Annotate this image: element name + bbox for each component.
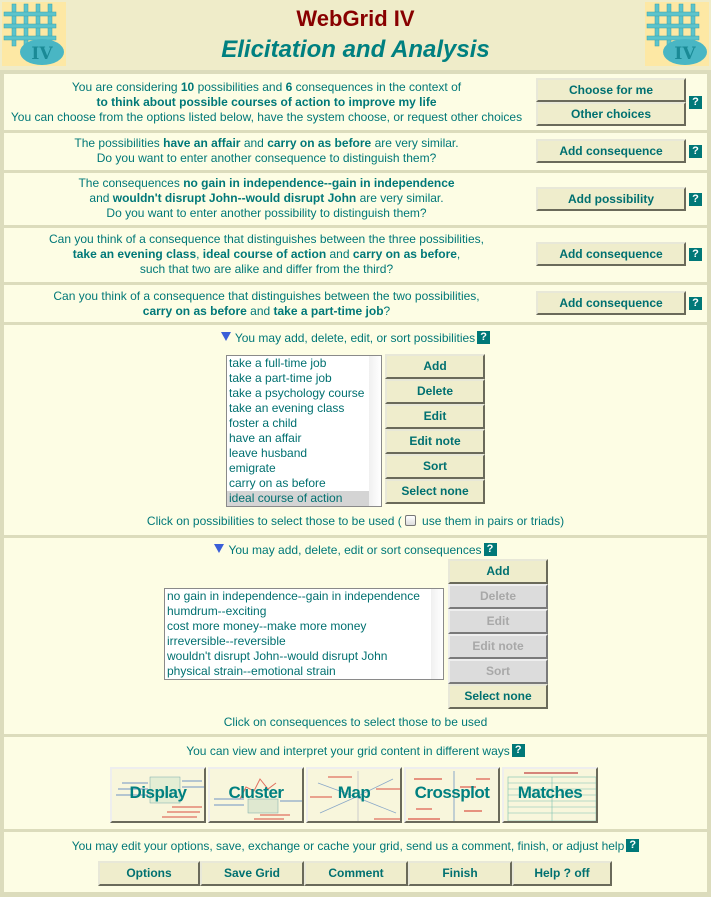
possibility-item[interactable]: foster a child (229, 416, 298, 430)
sort-possibilities-button[interactable]: Sort (385, 454, 485, 479)
collapse-triangle-icon[interactable] (221, 332, 231, 341)
heading-text: You may edit your options, save, exchange or cache your grid, send us a comment, finish, or adjust help (71, 839, 625, 853)
similar-possibilities-panel (4, 133, 707, 170)
possibility-item[interactable]: take a part-time job (229, 371, 332, 385)
context-text: You are considering (71, 80, 181, 94)
message-text: are very similar. (371, 136, 459, 150)
possibilities-listbox[interactable] (226, 355, 382, 507)
consequence-name: wouldn't disrupt John--would disrupt John (112, 191, 357, 205)
delete-possibility-button[interactable]: Delete (385, 379, 485, 404)
consequences-heading (4, 543, 707, 557)
finish-button[interactable]: Finish (408, 861, 512, 886)
add-consequence-button[interactable]: Add (448, 559, 548, 584)
consequences-listbox[interactable] (164, 588, 444, 680)
triad-message (4, 232, 529, 277)
edit-consequence-button[interactable]: Edit (448, 609, 548, 634)
header (0, 0, 711, 70)
possibility-item[interactable]: take a psychology course (229, 386, 365, 400)
context-text: possibilities and (194, 80, 286, 94)
message-text: ? (383, 304, 391, 318)
message-text: Do you want to enter another possibility to distinguish them? (106, 206, 427, 220)
heading-text: You may add, delete, edit, or sort possibilities (234, 331, 476, 345)
pairs-triads-checkbox[interactable] (405, 515, 416, 526)
listbox-scrollbar[interactable] (431, 589, 443, 679)
edit-note-possibility-button[interactable]: Edit note (385, 429, 485, 454)
consequence-item[interactable]: no gain in independence--gain in independence (167, 589, 420, 603)
context-text: consequences in the context of (292, 80, 462, 94)
possibility-name: have an affair (163, 136, 241, 150)
help-icon[interactable]: ? (689, 297, 702, 310)
possibility-item[interactable]: emigrate (229, 461, 276, 475)
message-text: and (89, 191, 113, 205)
add-possibility-button[interactable]: Add possibility (536, 187, 686, 211)
message-text: , (456, 247, 461, 261)
context-instructions: You can choose from the options listed below, have the system choose, or request other choices (10, 110, 523, 124)
pair-message (4, 289, 529, 319)
message-text: and (240, 136, 268, 150)
views-heading (4, 744, 707, 758)
similar-possibilities-message (4, 136, 529, 166)
edit-possibility-button[interactable]: Edit (385, 404, 485, 429)
app-subtitle: Elicitation and Analysis (221, 36, 490, 63)
display-view-button[interactable] (110, 767, 206, 823)
help-icon[interactable]: ? (484, 543, 497, 556)
message-text: The consequences (78, 176, 184, 190)
context-panel (4, 74, 707, 130)
message-text: Can you think of a consequence that distinguishes between the two possibilities, (53, 289, 480, 303)
collapse-triangle-icon[interactable] (214, 544, 224, 553)
possibilities-count: 10 (180, 80, 195, 94)
view-label: Matches (517, 783, 583, 802)
select-none-possibilities-button[interactable]: Select none (385, 479, 485, 504)
message-text: such that two are alike and differ from the third? (139, 262, 394, 276)
possibility-item-selected[interactable]: ideal course of action (227, 491, 381, 506)
heading-text: You may add, delete, edit or sort consequences (228, 543, 482, 557)
select-none-consequences-button[interactable]: Select none (448, 684, 548, 709)
possibilities-footer (4, 514, 707, 528)
similar-consequences-panel (4, 173, 707, 225)
message-text: The possibilities (74, 136, 164, 150)
comment-button[interactable]: Comment (304, 861, 408, 886)
message-text: Can you think of a consequence that distinguishes between the three possibilities, (49, 232, 484, 246)
consequence-item[interactable]: cost more money--make more money (167, 619, 367, 633)
webgrid-logo-icon (645, 2, 709, 66)
consequences-footer: Click on consequences to select those to be used (223, 715, 488, 729)
cluster-view-button[interactable] (208, 767, 304, 823)
map-view-button[interactable] (306, 767, 402, 823)
message-text: , (196, 247, 203, 261)
triad-panel (4, 228, 707, 282)
grid-purpose: to think about possible courses of action to improve my life (96, 95, 437, 109)
help-icon[interactable]: ? (689, 248, 702, 261)
pair-panel (4, 285, 707, 322)
possibilities-heading (4, 331, 707, 345)
consequence-name: no gain in independence--gain in independence (183, 176, 455, 190)
possibility-name: take a part-time job (273, 304, 384, 318)
view-label: Cluster (228, 783, 284, 802)
message-text: Do you want to enter another consequence to distinguish them? (96, 151, 437, 165)
view-label: Crossplot (414, 783, 490, 802)
possibility-name: take an evening class (72, 247, 197, 261)
possibility-item[interactable]: take an evening class (229, 401, 345, 415)
svg-text:IV: IV (31, 44, 53, 64)
delete-consequence-button[interactable]: Delete (448, 584, 548, 609)
consequence-item[interactable]: wouldn't disrupt John--would disrupt John (167, 649, 388, 663)
help-icon[interactable]: ? (477, 331, 490, 344)
possibility-item[interactable]: have an affair (229, 431, 302, 445)
add-consequence-button[interactable]: Add consequence (536, 242, 686, 266)
message-text: and (246, 304, 274, 318)
save-grid-button[interactable]: Save Grid (200, 861, 304, 886)
possibility-item[interactable]: take a full-time job (229, 356, 327, 370)
consequences-panel (4, 538, 707, 734)
consequences-count: 6 (285, 80, 293, 94)
consequence-item[interactable]: irreversible--reversible (167, 634, 286, 648)
consequence-item[interactable]: physical strain--emotional strain (167, 664, 336, 678)
message-text: are very similar. (356, 191, 444, 205)
sort-consequences-button[interactable]: Sort (448, 659, 548, 684)
svg-text:IV: IV (674, 44, 696, 64)
help-toggle-button[interactable]: Help ? off (512, 861, 612, 886)
possibilities-panel (4, 325, 707, 535)
app-title: WebGrid IV (296, 6, 415, 31)
message-text: and (326, 247, 353, 261)
possibility-name: carry on as before (142, 304, 247, 318)
help-icon[interactable]: ? (689, 96, 702, 109)
footer-heading (4, 839, 707, 853)
heading-text: You can view and interpret your grid content in different ways (186, 744, 510, 758)
add-consequence-button[interactable]: Add consequence (536, 291, 686, 315)
consequence-item[interactable]: humdrum--exciting (167, 604, 267, 618)
view-label: Display (129, 783, 187, 802)
other-choices-button[interactable]: Other choices (536, 102, 686, 126)
view-label: Map (337, 783, 371, 802)
footer-panel (4, 832, 707, 892)
possibility-item[interactable]: leave husband (229, 446, 308, 460)
add-consequence-button[interactable]: Add consequence (536, 139, 686, 163)
help-icon[interactable]: ? (689, 145, 702, 158)
possibility-name: ideal course of action (202, 247, 327, 261)
edit-note-consequence-button[interactable]: Edit note (448, 634, 548, 659)
crossplot-view-button[interactable] (404, 767, 500, 823)
matches-view-button[interactable] (502, 767, 598, 823)
choose-for-me-button[interactable]: Choose for me (536, 78, 686, 102)
possibility-name: carry on as before (267, 136, 372, 150)
help-icon[interactable]: ? (689, 193, 702, 206)
options-button[interactable]: Options (98, 861, 200, 886)
possibility-name: carry on as before (352, 247, 457, 261)
similar-consequences-message (4, 176, 529, 221)
help-icon[interactable]: ? (512, 744, 525, 757)
help-icon[interactable]: ? (626, 839, 639, 852)
context-message (4, 80, 529, 125)
listbox-scrollbar[interactable] (369, 356, 381, 506)
footer-text: use them in pairs or triads) (418, 514, 565, 528)
possibility-item[interactable]: carry on as before (229, 476, 326, 490)
add-possibility-button[interactable]: Add (385, 354, 485, 379)
footer-text: Click on possibilities to select those to be used ( (146, 514, 402, 528)
